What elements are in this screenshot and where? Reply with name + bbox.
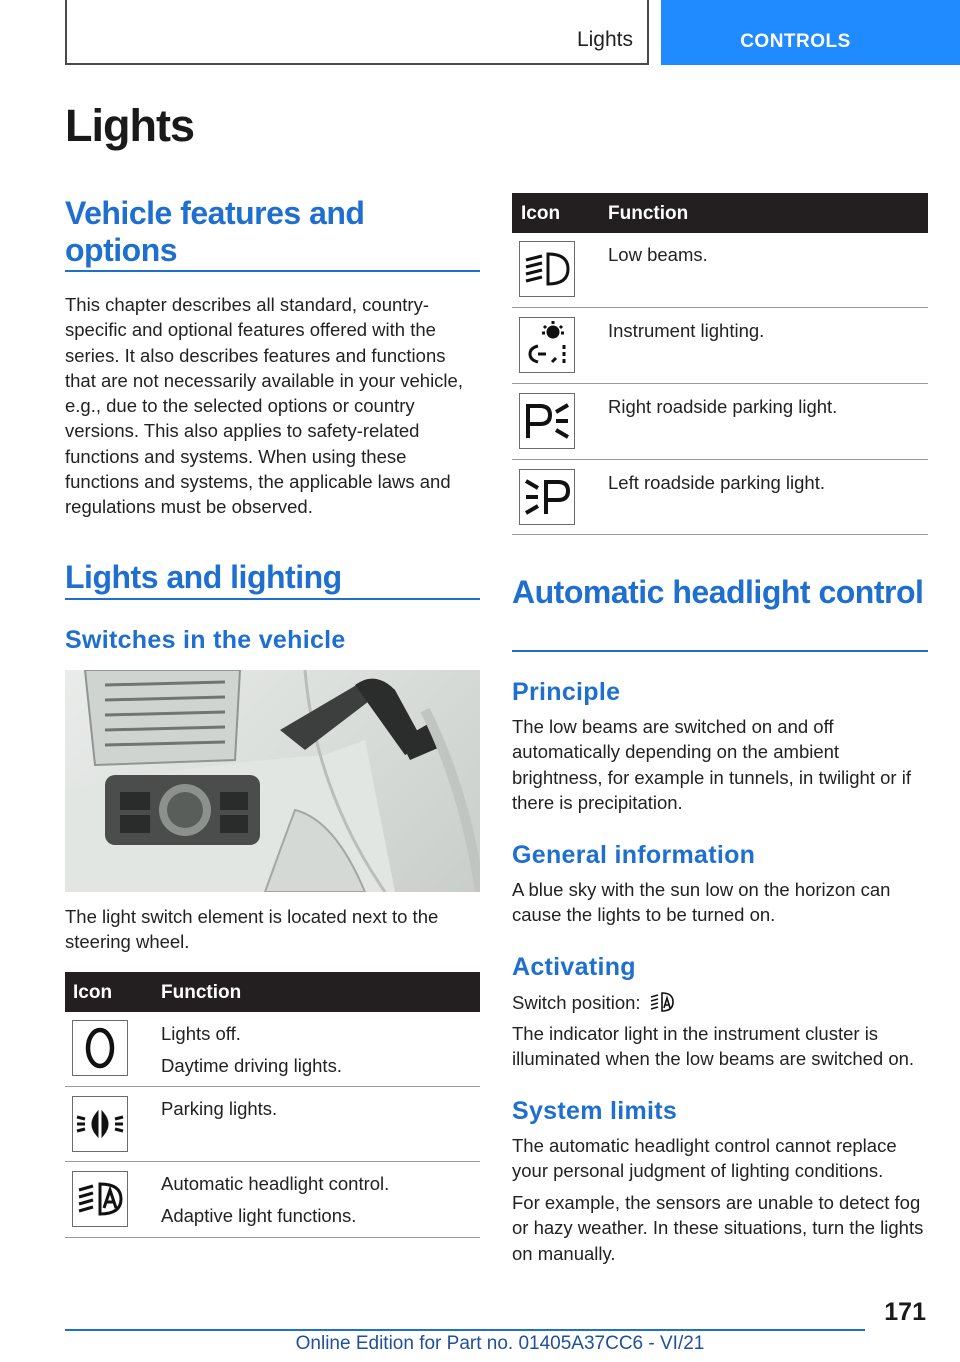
vehicle-features-body: This chapter describes all standard, country-specific and optional features offered with the series. It also describes features and functions that are not necessarily available in your vehicle, e.g., due to the selected options or country versions. This also applies to safety-related functions and systems. When using these functions and systems, the applicable laws and regulations must be observed. <box>65 294 463 518</box>
row-function-line: Parking lights. <box>161 1098 278 1119</box>
heading-switches: Switches in the vehicle <box>65 626 346 654</box>
table-row <box>512 384 928 460</box>
table-row <box>65 1162 480 1238</box>
column-header-icon: Icon <box>521 203 561 224</box>
dashboard-illustration <box>65 670 480 892</box>
auto-headlight-inline-icon <box>649 989 675 1013</box>
table-header <box>512 193 928 233</box>
row-function-line: Left roadside parking light. <box>608 472 825 493</box>
heading-system-limits: System limits <box>512 1097 678 1125</box>
switch-position-label: Switch position: <box>512 992 641 1013</box>
table-row <box>65 1012 480 1087</box>
general-information-body: A blue sky with the sun low on the horizon can cause the lights to be turned on. <box>512 879 891 926</box>
header-frame <box>65 0 649 65</box>
auto-headlight-icon <box>72 1171 128 1227</box>
row-function-line: Daytime driving lights. <box>161 1055 342 1076</box>
zero-switch-icon <box>72 1020 128 1076</box>
column-header-function: Function <box>608 203 689 224</box>
heading-principle: Principle <box>512 678 621 706</box>
photo-caption: The light switch element is located next to the steering wheel. <box>65 906 439 953</box>
page-title: Lights <box>65 100 194 151</box>
low-beam-icon <box>519 241 575 297</box>
header-chapter-label: CONTROLS <box>740 31 851 52</box>
heading-activating: Activating <box>512 953 636 981</box>
instrument-lighting-icon <box>519 317 575 373</box>
page-number: 171 <box>884 1298 926 1326</box>
header-chapter-tab[interactable] <box>661 0 960 65</box>
table-header <box>65 972 480 1012</box>
table-row <box>512 233 928 308</box>
heading-general-information: General information <box>512 841 756 869</box>
column-header-icon: Icon <box>73 982 113 1003</box>
right-parking-light-icon <box>519 393 575 449</box>
heading-rule <box>65 598 480 600</box>
row-function-line: Lights off. <box>161 1023 241 1044</box>
light-switch-photo <box>65 670 480 892</box>
principle-body: The low beams are switched on and off automatically depending on the ambient brightness, for example in tunnels, in twilight or if there is precipitation. <box>512 716 911 813</box>
table-row <box>512 460 928 535</box>
parking-lights-icon <box>72 1096 128 1152</box>
system-limits-example: For example, the sensors are unable to detect fog or hazy weather. In these situations, turn the lights on manually. <box>512 1192 924 1264</box>
heading-lights-and-lighting: Lights and lighting <box>65 559 342 595</box>
header-section-title: Lights <box>576 28 633 51</box>
row-function-line: Automatic headlight control. <box>161 1173 390 1194</box>
system-limits-body: The automatic headlight control cannot replace your personal judgment of lighting conditions. <box>512 1135 897 1182</box>
heading-automatic-headlight: Automatic headlight control <box>512 574 924 610</box>
column-header-function: Function <box>161 982 242 1003</box>
table-row <box>65 1087 480 1162</box>
row-function-line: Right roadside parking light. <box>608 396 838 417</box>
table-row <box>512 308 928 384</box>
footer-edition-text: Online Edition for Part no. 01405A37CC6 - VI/21 <box>295 1333 705 1354</box>
left-parking-light-icon <box>519 469 575 525</box>
activating-body: The indicator light in the instrument cluster is illuminated when the low beams are switched on. <box>512 1023 915 1070</box>
table-light-indicator-icons <box>512 193 928 535</box>
row-function-line: Instrument lighting. <box>608 320 765 341</box>
heading-rule <box>512 650 928 652</box>
row-function-line: Adaptive light functions. <box>161 1205 357 1226</box>
heading-rule <box>65 270 480 272</box>
table-light-switch-icons <box>65 972 480 1238</box>
switch-position-line <box>512 989 928 1015</box>
heading-vehicle-features: Vehicle features and options <box>65 195 365 268</box>
row-function-line: Low beams. <box>608 244 708 265</box>
footer-rule <box>65 1329 865 1331</box>
